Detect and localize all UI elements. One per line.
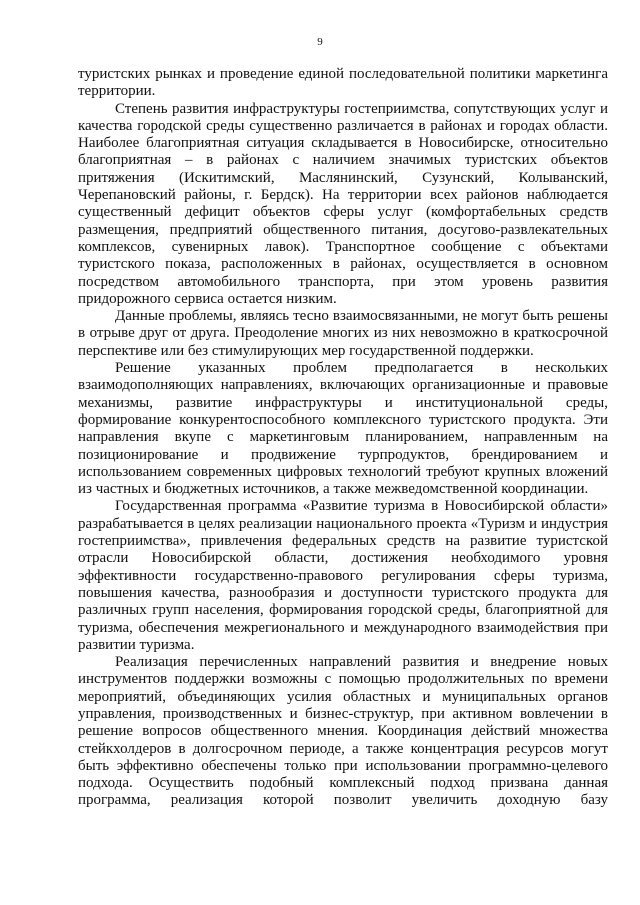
- paragraph: Решение указанных проблем предполагается в нескольких взаимодополняющих направлениях, включающих организационные и правовые механизмы, развитие инфраструктуры и институциональной среды, формирование конкурентоспособного комплексного туристского продукта. Эти направления вкупе с маркетинговым планированием, направленным на позиционирование и продвижение турпродуктов, брендированием и использованием современных цифровых технологий требуют крупных вложений из частных и бюджетных источников, а также межведомственной координации.: [78, 360, 608, 498]
- paragraph: Реализация перечисленных направлений развития и внедрение новых инструментов поддержки возможны с помощью продолжительных по времени мероприятий, объединяющих усилия областных и муниципальных органов управления, производственных и бизнес-структур, при активном вовлечении в решение вопросов общественного мнения. Координация действий множества стейкхолдеров в долгосрочном периоде, а также концентрация ресурсов могут быть эффективно обеспечены только при использовании программно-целевого подхода. Осуществить подобный комплексный подход призвана данная программа, реализация которой позволит увеличить доходную базу: [78, 654, 608, 809]
- paragraph: туристских рынках и проведение единой последовательной политики маркетинга территории.: [78, 66, 608, 100]
- paragraph: Степень развития инфраструктуры гостеприимства, сопутствующих услуг и качества городской среды существенно различается в районах и городах области. Наиболее благоприятная ситуация складывается в Новосибирске, относительно благоприятная – в районах с наличием значимых туристских объектов притяжения (Искитимский, Маслянинский, Сузунский, Колыванский, Черепановский районы, г. Бердск). На территории всех районов наблюдается существенный дефицит объектов сферы услуг (комфортабельных средств размещения, предприятий общественного питания, досугово-развлекательных комплексов, сувенирных лавок). Транспортное сообщение с объектами туристского показа, расположенных в районах, осуществляется в основном посредством автомобильного транспорта, при этом уровень развития придорожного сервиса остается низким.: [78, 100, 608, 307]
- page-number: 9: [317, 36, 323, 48]
- body-text: [78, 66, 608, 810]
- paragraph: Данные проблемы, являясь тесно взаимосвязанными, не могут быть решены в отрыве друг от друга. Преодоление многих из них невозможно в краткосрочной перспективе или без стимулирующих мер государственной поддержки.: [78, 308, 608, 359]
- paragraph: Государственная программа «Развитие туризма в Новосибирской области» разрабатывается в целях реализации национального проекта «Туризм и индустрия гостеприимства», привлечения федеральных средств на развитие туристской отрасли Новосибирской области, достижения необходимого уровня эффективности государственно-правового регулирования сферы туризма, повышения качества, разнообразия и доступности туристского продукта для различных групп населения, формирования городской среды, благоприятной для туризма, обеспечения межрегионального и международного взаимодействия при развитии туризма.: [78, 498, 608, 653]
